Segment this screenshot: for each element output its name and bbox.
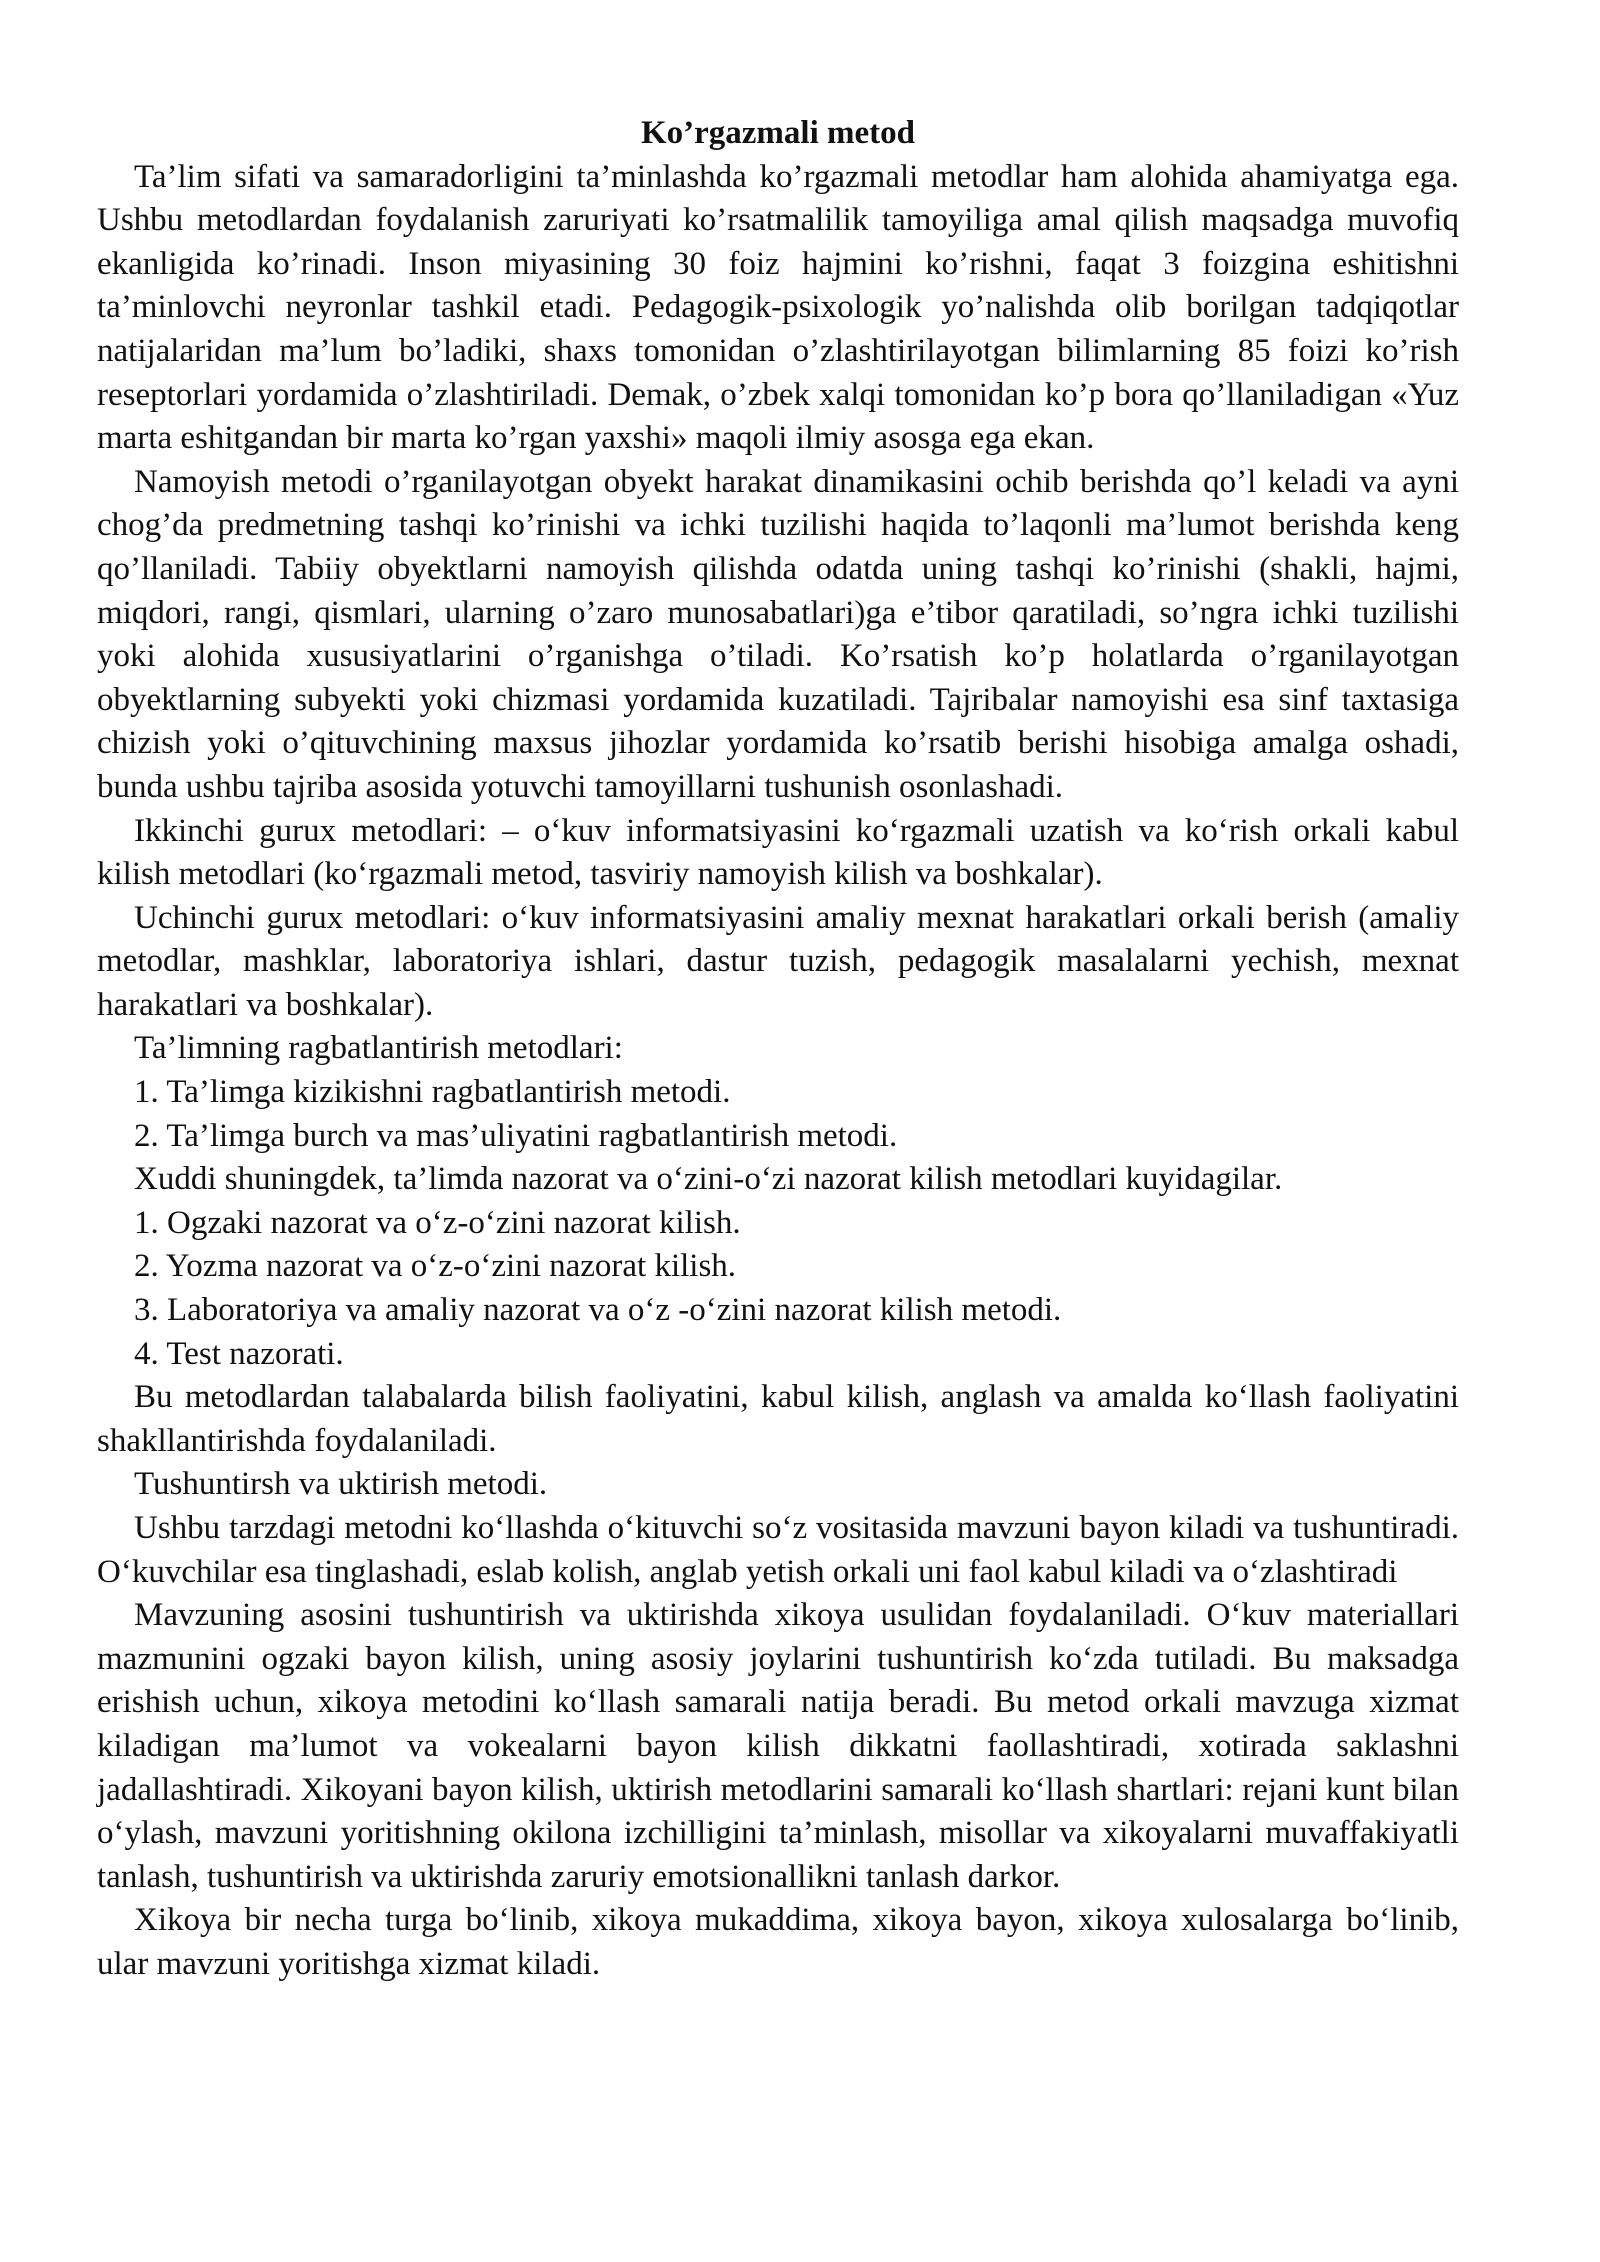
- paragraph: Ikkinchi gurux metodlari: – o‘kuv informatsiyasini ko‘rgazmali uzatish va ko‘rish orkali kabul kilish metodlari (ko‘rgazmali metod, tasviriy namoyish kilish va boshkalar).: [97, 812, 1459, 893]
- document-page: [97, 112, 1459, 1987]
- paragraph: Bu metodlardan talabalarda bilish faoliyatini, kabul kilish, anglash va amalda ko‘llash faoliyatini shakllantirishda foydalaniladi.: [97, 1379, 1459, 1459]
- section-heading: Xuddi shuningdek, ta’limda nazorat va o‘zini-o‘zi nazorat kilish metodlari kuyidagilar.: [134, 1161, 1283, 1198]
- list-item: 3. Laboratoriya va amaliy nazorat va o‘z -o‘zini nazorat kilish metodi.: [134, 1292, 1062, 1329]
- list-item: 1. Ogzaki nazorat va o‘z-o‘zini nazorat kilish.: [134, 1204, 741, 1241]
- page-title: Ko’rgazmali metod: [640, 115, 915, 151]
- list-item: 2. Ta’limga burch va mas’uliyatini ragbatlantirish metodi.: [134, 1117, 898, 1154]
- section-heading: Ta’limning ragbatlantirish metodlari:: [134, 1030, 623, 1067]
- paragraph: Ushbu tarzdagi metodni ko‘llashda o‘kituvchi so‘z vositasida mavzuni bayon kiladi va tushuntiradi. O‘kuvchilar esa tinglashadi, eslab kolish, anglab yetish orkali uni faol kabul kiladi va o‘zlashtiradi: [97, 1510, 1459, 1590]
- list-item: 4. Test nazorati.: [134, 1335, 344, 1372]
- paragraph: Ta’lim sifati va samaradorligini ta’minlashda ko’rgazmali metodlar ham alohida ahamiyatga ega. Ushbu metodlardan foydalanish zaruriyati ko’rsatmalilik tamoyiliga amal qilish maqsadga muvofiq ekanligida ko’rinadi. Inson miyasining 30 foiz hajmini ko’rishni, faqat 3 foizgina eshitishni ta’minlovchi neyronlar tashkil etadi. Pedagogik-psixologik yo’nalishda olib borilgan tadqiqotlar natijalaridan ma’lum bo’ladiki, shaxs tomonidan o’zlashtirilayotgan bilimlarning 85 foizi ko’rish reseptorlari yordamida o’zlashtiriladi. Demak, o’zbek xalqi tomonidan ko’p bora qo’llaniladigan «Yuz marta eshitgandan bir marta ko’rgan yaxshi» maqoli ilmiy asosga ega ekan.: [97, 158, 1459, 457]
- paragraph: Xikoya bir necha turga bo‘linib, xikoya mukaddima, xikoya bayon, xikoya xulosalarga bo‘linib, ular mavzuni yoritishga xizmat kiladi.: [97, 1902, 1459, 1982]
- list-item: 1. Ta’limga kizikishni ragbatlantirish metodi.: [134, 1074, 731, 1111]
- section-heading: Tushuntirsh va uktirish metodi.: [134, 1466, 548, 1503]
- paragraph: Namoyish metodi o’rganilayotgan obyekt harakat dinamikasini ochib berishda qo’l keladi va ayni chog’da predmetning tashqi ko’rinishi va ichki tuzilishi haqida to’laqonli ma’lumot berishda keng qo’llaniladi. Tabiiy obyektlarni namoyish qilishda odatda uning tashqi ko’rinishi (shakli, hajmi, miqdori, rangi, qismlari, ularning o’zaro munosabatlari)ga e’tibor qaratiladi, so’ngra ichki tuzilishi yoki alohida xususiyatlarini o’rganishga o’tiladi. Ko’rsatish ko’p holatlarda o’rganilayotgan obyektlarning subyekti yoki chizmasi yordamida kuzatiladi. Tajribalar namoyishi esa sinf taxtasiga chizish yoki o’qituvchining maxsus jihozlar yordamida ko’rsatib berishi hisobiga amalga oshadi, bunda ushbu tajriba asosida yotuvchi tamoyillarni tushunish osonlashadi.: [97, 463, 1459, 805]
- list-item: 2. Yozma nazorat va o‘z-o‘zini nazorat kilish.: [134, 1248, 737, 1285]
- paragraph: Uchinchi gurux metodlari: o‘kuv informatsiyasini amaliy mexnat harakatlari orkali berish (amaliy metodlar, mashklar, laboratoriya ishlari, dastur tuzish, pedagogik masalalarni yechish, mexnat harakatlari va boshkalar).: [97, 899, 1459, 1023]
- paragraph: Mavzuning asosini tushuntirish va uktirishda xikoya usulidan foydalaniladi. O‘kuv materiallari mazmunini ogzaki bayon kilish, uning asosiy joylarini tushuntirish ko‘zda tutiladi. Bu maksadga erishish uchun, xikoya metodini ko‘llash samarali natija beradi. Bu metod orkali mavzuga xizmat kiladigan ma’lumot va vokealarni bayon kilish dikkatni faollashtiradi, xotirada saklashni jadallashtiradi. Xikoyani bayon kilish, uktirish metodlarini samarali ko‘llash shartlari: rejani kunt bilan o‘ylash, mavzuni yoritishning okilona izchilligini ta’minlash, misollar va xikoyalarni muvaffakiyatli tanlash, tushuntirish va uktirishda zaruriy emotsionallikni tanlash darkor.: [97, 1597, 1459, 1895]
